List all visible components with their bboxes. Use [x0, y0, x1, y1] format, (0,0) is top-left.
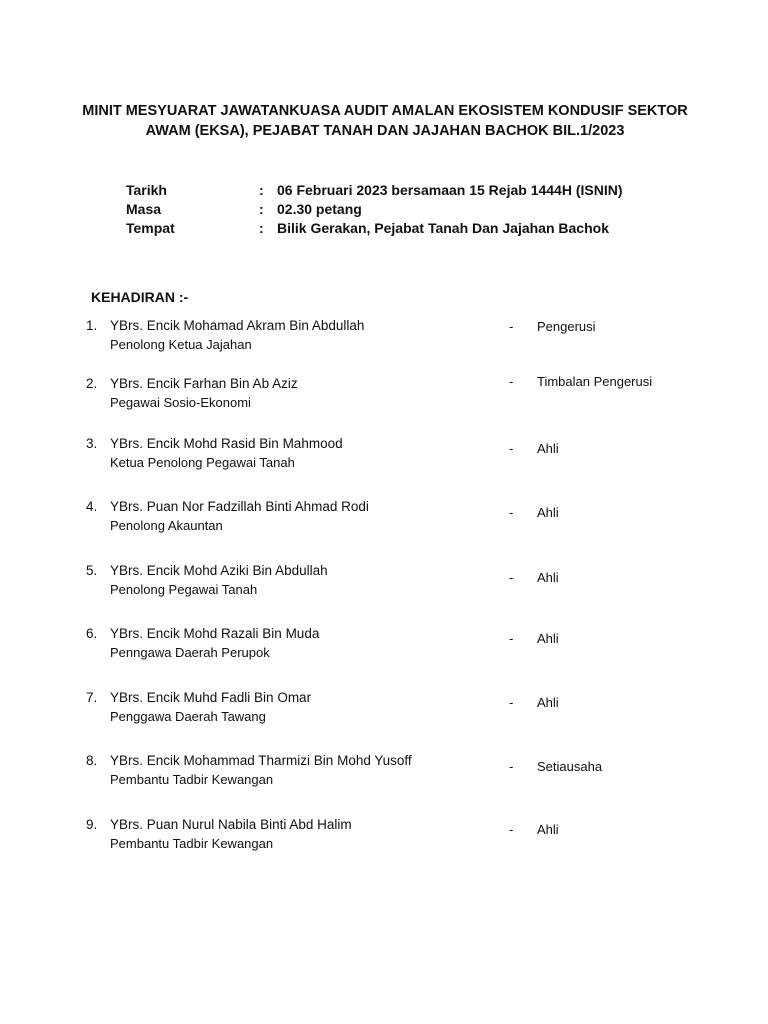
- role-dash: -: [509, 319, 514, 334]
- attendee-role: Timbalan Pengerusi: [537, 374, 653, 389]
- meta-value: Bilik Gerakan, Pejabat Tanah Dan Jajahan Bachok: [277, 220, 609, 236]
- role-dash: -: [509, 759, 514, 774]
- attendee-role: Ahli: [537, 822, 559, 837]
- attendee-position: Ketua Penolong Pegawai Tanah: [110, 455, 295, 470]
- attendee-position: Pegawai Sosio-Ekonomi: [110, 395, 251, 410]
- role-dash: -: [509, 695, 514, 710]
- attendee-number: 7.: [86, 690, 98, 705]
- role-dash: -: [509, 505, 514, 520]
- attendee-item: [86, 317, 726, 357]
- attendee-name: YBrs. Puan Nurul Nabila Binti Abd Halim: [110, 817, 352, 832]
- attendee-number: 4.: [86, 499, 98, 514]
- attendee-name: YBrs. Encik Mohd Razali Bin Muda: [110, 626, 320, 641]
- attendee-number: 9.: [86, 817, 98, 832]
- attendee-role: Ahli: [537, 695, 559, 710]
- meeting-date-row: [126, 181, 623, 200]
- attendee-position: Penngawa Daerah Perupok: [110, 645, 270, 660]
- meeting-place-row: [126, 219, 623, 238]
- attendee-role: Pengerusi: [537, 319, 596, 334]
- attendee-number: 1.: [86, 318, 98, 333]
- attendee-number: 8.: [86, 753, 98, 768]
- attendee-position: Pembantu Tadbir Kewangan: [110, 772, 274, 787]
- title-line-2: AWAM (EKSA), PEJABAT TANAH DAN JAJAHAN BACHOK BIL.1/2023: [145, 123, 625, 139]
- attendee-item: [86, 816, 726, 856]
- meta-colon: :: [259, 201, 264, 217]
- attendee-name: YBrs. Encik Muhd Fadli Bin Omar: [110, 690, 312, 705]
- meta-value: 02.30 petang: [277, 201, 362, 217]
- meta-colon: :: [259, 182, 264, 198]
- role-dash: -: [509, 631, 514, 646]
- attendee-item: [86, 435, 726, 475]
- attendee-item: [86, 689, 726, 729]
- attendee-number: 6.: [86, 626, 98, 641]
- attendee-item: [86, 498, 726, 538]
- attendee-role: Ahli: [537, 570, 559, 585]
- attendee-name: YBrs. Encik Mohammad Tharmizi Bin Mohd Yusoff: [110, 753, 412, 768]
- document-title: [60, 101, 710, 141]
- attendee-item: [86, 625, 726, 665]
- role-dash: -: [509, 570, 514, 585]
- meta-label: Tarikh: [126, 182, 167, 198]
- attendee-number: 3.: [86, 436, 98, 451]
- attendee-name: YBrs. Puan Nor Fadzillah Binti Ahmad Rodi: [110, 499, 369, 514]
- meta-colon: :: [259, 220, 264, 236]
- meeting-details: [126, 181, 623, 238]
- attendee-name: YBrs. Encik Mohd Aziki Bin Abdullah: [110, 563, 328, 578]
- meta-label: Masa: [126, 201, 162, 217]
- meeting-time-row: [126, 200, 623, 219]
- attendance-heading: KEHADIRAN :-: [91, 289, 189, 305]
- attendee-position: Penggawa Daerah Tawang: [110, 709, 266, 724]
- attendee-position: Pembantu Tadbir Kewangan: [110, 836, 274, 851]
- attendee-position: Penolong Ketua Jajahan: [110, 337, 252, 352]
- attendee-name: YBrs. Encik Mohamad Akram Bin Abdullah: [110, 318, 365, 333]
- attendee-item: [86, 562, 726, 602]
- role-dash: -: [509, 822, 514, 837]
- attendee-name: YBrs. Encik Farhan Bin Ab Aziz: [110, 376, 298, 391]
- meta-value: 06 Februari 2023 bersamaan 15 Rejab 1444H (ISNIN): [277, 182, 623, 198]
- attendee-item: [86, 752, 726, 792]
- attendee-role: Setiausaha: [537, 759, 603, 774]
- attendee-name: YBrs. Encik Mohd Rasid Bin Mahmood: [110, 436, 343, 451]
- attendee-number: 2.: [86, 376, 98, 391]
- title-line-1: MINIT MESYUARAT JAWATANKUASA AUDIT AMALAN EKOSISTEM KONDUSIF SEKTOR: [82, 103, 688, 119]
- attendee-item: [86, 375, 726, 415]
- attendee-position: Penolong Pegawai Tanah: [110, 582, 258, 597]
- attendee-number: 5.: [86, 563, 98, 578]
- role-dash: -: [509, 441, 514, 456]
- meta-label: Tempat: [126, 220, 175, 236]
- role-dash: -: [509, 374, 514, 389]
- attendee-role: Ahli: [537, 631, 559, 646]
- attendee-role: Ahli: [537, 505, 559, 520]
- attendee-position: Penolong Akauntan: [110, 518, 223, 533]
- attendee-role: Ahli: [537, 441, 559, 456]
